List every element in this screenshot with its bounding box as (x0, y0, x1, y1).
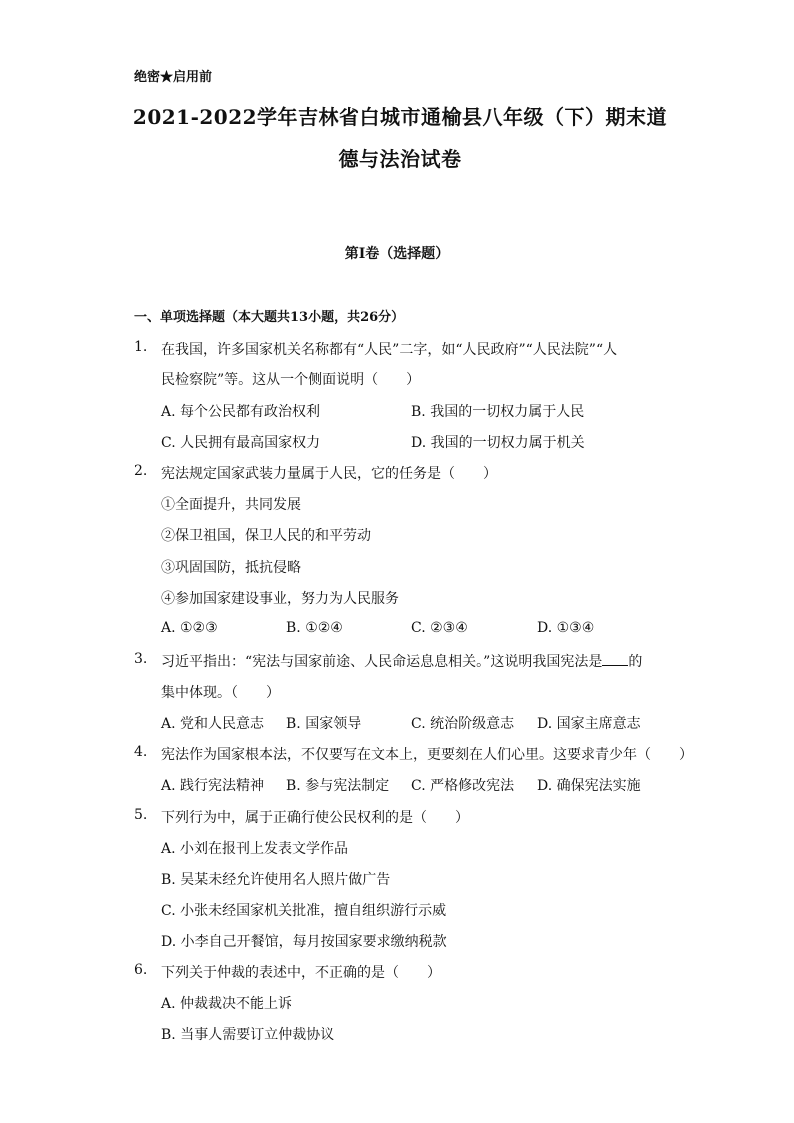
option-b[interactable]: B. 当事人需要订立仲裁协议 (161, 1027, 335, 1043)
option-b[interactable]: B. 吴某未经允许使用名人照片做广告 (161, 872, 391, 888)
secret-mark: 绝密★启用前 (134, 70, 213, 85)
question-text: 集中体现。（ ） (161, 685, 280, 701)
option-d[interactable]: D. ①③④ (537, 620, 595, 636)
option-c[interactable]: C. ②③④ (411, 620, 468, 636)
statement-item: ①全面提升，共同发展 (161, 497, 301, 513)
statement-item: ②保卫祖国，保卫人民的和平劳动 (161, 528, 371, 544)
question-text-part: 习近平指出：“宪法与国家前途、人民命运息息相关。”这说明我国宪法是 (161, 654, 603, 670)
option-c[interactable]: C. 人民拥有最高国家权力 (161, 435, 321, 451)
option-b[interactable]: B. 国家领导 (286, 716, 362, 732)
question-text: 宪法作为国家根本法，不仅要写在文本上，更要刻在人们心里。这要求青少年（ ） (161, 747, 693, 763)
question-text: 下列行为中，属于正确行使公民权利的是（ ） (161, 810, 469, 826)
part-title: 一、单项选择题（本大题共13小题，共26分） (134, 310, 405, 325)
option-b[interactable]: B. ①②④ (286, 620, 343, 636)
question-text: 下列关于仲裁的表述中，不正确的是（ ） (161, 965, 441, 981)
question-text: 宪法规定国家武装力量属于人民，它的任务是（ ） (161, 466, 497, 482)
option-a[interactable]: A. 仲裁裁决不能上诉 (161, 996, 293, 1012)
question-text: 在我国，许多国家机关名称都有“人民”二字，如“人民政府”“人民法院”“人 (161, 342, 618, 358)
option-a[interactable]: A. ①②③ (161, 620, 218, 636)
option-d[interactable]: D. 确保宪法实施 (537, 778, 641, 794)
option-a[interactable]: A. 每个公民都有政治权利 (161, 404, 321, 420)
option-c[interactable]: C. 统治阶级意志 (411, 716, 515, 732)
option-b[interactable]: B. 我国的一切权力属于人民 (411, 404, 585, 420)
statement-item: ③巩固国防，抵抗侵略 (161, 560, 301, 576)
option-c[interactable]: C. 小张未经国家机关批准，擅自组织游行示威 (161, 903, 447, 919)
option-d[interactable]: D. 国家主席意志 (537, 716, 641, 732)
option-d[interactable]: D. 小李自己开餐馆，每月按国家要求缴纳税款 (161, 934, 447, 950)
option-c[interactable]: C. 严格修改宪法 (411, 778, 515, 794)
answer-blank[interactable] (602, 653, 628, 666)
option-a[interactable]: A. 小刘在报刊上发表文学作品 (161, 841, 349, 857)
exam-title-line2: 德与法治试卷 (338, 147, 462, 171)
question-number: 1. (134, 339, 148, 355)
question-number: 2. (134, 463, 148, 479)
question-number: 6. (134, 962, 148, 978)
option-b[interactable]: B. 参与宪法制定 (286, 778, 390, 794)
section-title: 第I卷（选择题） (344, 246, 450, 262)
exam-title-line1: 2021-2022学年吉林省白城市通榆县八年级（下）期末道 (132, 105, 668, 129)
question-text (161, 651, 642, 671)
option-a[interactable]: A. 践行宪法精神 (161, 778, 265, 794)
question-text: 民检察院”等。这从一个侧面说明（ ） (161, 372, 421, 388)
option-a[interactable]: A. 党和人民意志 (161, 716, 265, 732)
question-number: 5. (134, 807, 148, 823)
option-d[interactable]: D. 我国的一切权力属于机关 (411, 435, 585, 451)
statement-item: ④参加国家建设事业，努力为人民服务 (161, 591, 399, 607)
question-text-part: 的 (628, 654, 643, 670)
question-number: 4. (134, 744, 148, 760)
question-number: 3. (134, 651, 148, 667)
